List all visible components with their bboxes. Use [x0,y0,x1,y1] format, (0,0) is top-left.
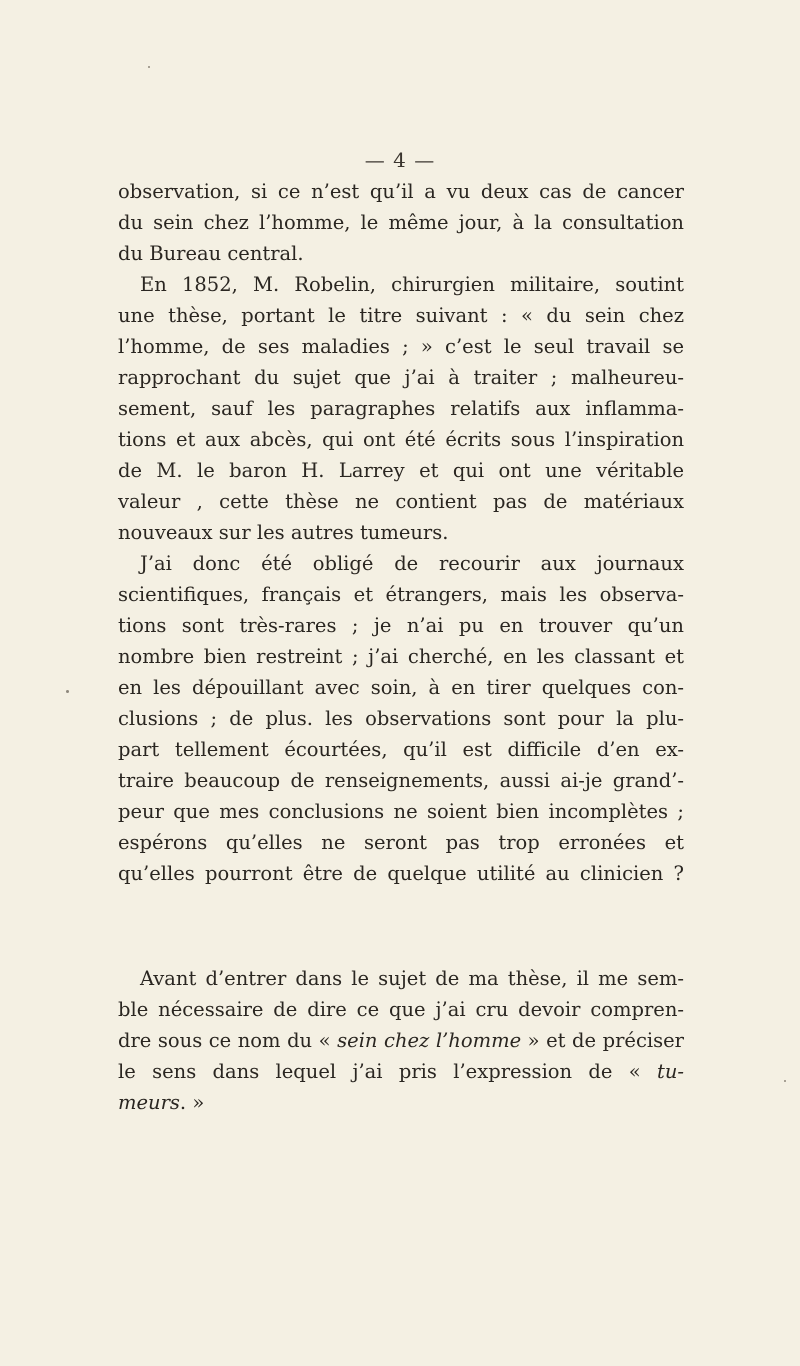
text-line: valeur , cette thèse ne contient pas de matériaux [118,490,684,513]
text-line: de M. le baron H. Larrey et qui ont une véritable [118,459,684,482]
text-line: observation, si ce n’est qu’il a vu deux cas de cancer [118,180,684,203]
text-line [118,1056,684,1087]
text-line: scientifiques, français et étrangers, mais les observa- [118,583,684,606]
text-run: » et de préciser [521,1029,684,1052]
section-intro [118,963,684,1118]
text-line: tions sont très-rares ; je n’ai pu en trouver qu’un [118,614,684,637]
page-number: — 4 — [364,148,436,172]
text-line: une thèse, portant le titre suivant : « du sein chez [118,304,684,327]
text-line: tions et aux abcès, qui ont été écrits sous l’inspiration [118,428,684,451]
text-run: . » [179,1091,205,1114]
text-line: clusions ; de plus. les observations sont pour la plu- [118,707,684,730]
text-run: le sens dans lequel j’ai pris l’expression de « [118,1060,658,1083]
text-line: nombre bien restreint ; j’ai cherché, en les classant et [118,645,684,668]
text-line: du Bureau central. [118,242,304,265]
text-line [118,1087,684,1118]
text-line: peur que mes conclusions ne soient bien incomplètes ; [118,800,684,823]
text-line: qu’elles pourront être de quelque utilité au clinicien ? [118,862,684,885]
paper-speck [66,690,69,693]
text-line: ble nécessaire de dire ce que j’ai cru devoir compren- [118,998,684,1021]
italic-term: meurs [118,1091,180,1114]
paper-speck [148,66,150,68]
text-line: En 1852, M. Robelin, chirurgien militaire, soutint [140,273,684,296]
paragraph-4 [118,963,684,1118]
italic-term: tu- [657,1060,684,1083]
text-line: l’homme, de ses maladies ; » c’est le seul travail se [118,335,684,358]
text-line: nouveaux sur les autres tumeurs. [118,521,449,544]
text-line: part tellement écourtées, qu’il est difficile d’en ex- [118,738,684,761]
main-text [118,176,684,889]
text-line: espérons qu’elles ne seront pas trop erronées et [118,831,684,854]
text-line: traire beaucoup de renseignements, aussi ai-je grand’- [118,769,684,792]
paragraph-3 [118,548,684,889]
text-run: dre sous ce nom du « [118,1029,338,1052]
paragraph-2 [118,269,684,548]
text-line: rapprochant du sujet que j’ai à traiter ; malheureu- [118,366,684,389]
paragraph-1 [118,176,684,269]
text-line: du sein chez l’homme, le même jour, à la consultation [118,211,684,234]
italic-term: sein chez l’homme [337,1029,522,1052]
text-line: J’ai donc été obligé de recourir aux journaux [140,552,684,575]
text-line: sement, sauf les paragraphes relatifs aux inflamma- [118,397,684,420]
text-line [118,1025,684,1056]
paper-speck [784,1080,786,1082]
text-line: en les dépouillant avec soin, à en tirer quelques con- [118,676,684,699]
text-line: Avant d’entrer dans le sujet de ma thèse, il me sem- [140,967,684,990]
